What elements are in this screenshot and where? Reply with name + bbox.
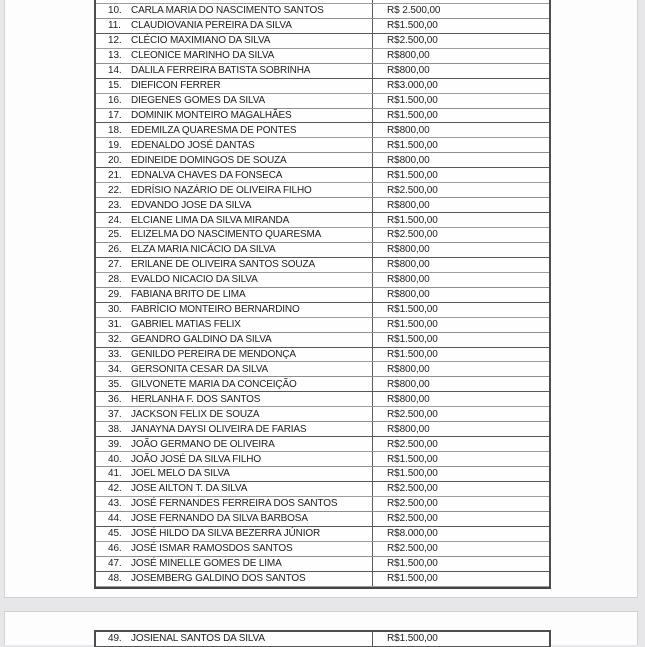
amount-value: R$800,00 (372, 288, 549, 302)
row-number: 11. (108, 20, 121, 32)
table-row (96, 79, 549, 94)
row-number: 40. (108, 453, 122, 465)
name-cell (96, 138, 372, 152)
name-cell (96, 34, 372, 48)
amount-value: R$1.500,00 (372, 557, 549, 571)
row-number: 23. (108, 199, 122, 211)
amount-value: R$2.500,00 (372, 542, 549, 556)
amount-value: R$2.500,00 (372, 407, 549, 421)
name-cell (96, 632, 372, 646)
row-number: 24. (108, 214, 122, 226)
amount-value: R$1.500,00 (372, 333, 549, 347)
row-number: 19. (108, 139, 122, 151)
table-row (96, 333, 549, 348)
table-row (96, 542, 549, 557)
row-number: 33. (108, 348, 122, 360)
row-number: 16. (108, 95, 122, 107)
table-row (96, 228, 549, 243)
name-cell (96, 183, 372, 197)
name-cell (96, 497, 372, 511)
row-number: 46. (108, 543, 122, 555)
beneficiary-name: JOSE AILTON T. DA SILVA (131, 483, 248, 495)
table-row (96, 557, 549, 572)
name-cell (96, 198, 372, 212)
table-row (96, 153, 549, 168)
amount-value: R$8.000,00 (372, 527, 549, 541)
name-cell (96, 109, 372, 123)
table-row (96, 392, 549, 407)
table-row (96, 437, 549, 452)
amount-value: R$800,00 (372, 392, 549, 406)
name-cell (96, 153, 372, 167)
name-cell (96, 407, 372, 421)
beneficiary-name: ELIZELMA DO NASCIMENTO QUARESMA (131, 229, 322, 241)
beneficiary-name: EDEMILZA QUARESMA DE PONTES (131, 124, 297, 136)
name-cell (96, 49, 372, 63)
table-row (96, 258, 549, 273)
table-row (96, 407, 549, 422)
name-cell (96, 362, 372, 376)
amount-value: R$800,00 (372, 49, 549, 63)
amount-value: R$800,00 (372, 362, 549, 376)
beneficiary-name: GABRIEL MATIAS FELIX (131, 319, 241, 331)
row-number: 37. (108, 408, 122, 420)
beneficiary-name: JOSE FERNANDO DA SILVA BARBOSA (131, 513, 308, 525)
row-number: 10. (108, 5, 122, 17)
name-cell (96, 467, 372, 481)
beneficiary-name (131, 0, 269, 1)
table-row (96, 303, 549, 318)
amount-value: R$1.500,00 (372, 318, 549, 332)
amount-value: R$800,00 (372, 258, 549, 272)
table-row (96, 94, 549, 109)
beneficiary-name: DIEFICON FERRER (131, 80, 221, 92)
beneficiary-name: EDRÍSIO NAZÁRIO DE OLIVEIRA FILHO (131, 184, 312, 196)
name-cell (96, 482, 372, 496)
beneficiary-name: ELZA MARIA NICÁCIO DA SILVA (131, 244, 276, 256)
row-number: 31. (108, 319, 122, 331)
row-number: 26. (108, 244, 122, 256)
name-cell (96, 542, 372, 556)
table-row (96, 318, 549, 333)
beneficiary-name: GERSONITA CESAR DA SILVA (131, 363, 268, 375)
beneficiary-name: JOÃO GERMANO DE OLIVEIRA (131, 438, 275, 450)
beneficiary-name: JOSÉ HILDO DA SILVA BEZERRA JÚNIOR (131, 528, 321, 540)
payment-table (94, 0, 551, 589)
beneficiary-name: DALILA FERREIRA BATISTA SOBRINHA (131, 65, 311, 77)
table-row (96, 422, 549, 437)
beneficiary-name: EDINEIDE DOMINGOS DE SOUZA (131, 154, 287, 166)
beneficiary-name: JOSEMBERG GALDINO DOS SANTOS (131, 573, 306, 585)
table-row (96, 4, 549, 19)
name-cell (96, 0, 372, 3)
beneficiary-name: JOSÉ ISMAR RAMOSDOS SANTOS (131, 543, 293, 555)
amount-value: R$1.500,00 (372, 572, 549, 586)
table-row (96, 109, 549, 124)
beneficiary-name: JOSIENAL SANTOS DA SILVA (131, 633, 265, 645)
beneficiary-name: EDENALDO JOSÉ DANTAS (131, 139, 255, 151)
row-number: 12. (108, 35, 122, 47)
payment-table-page2 (94, 630, 551, 647)
amount-value (372, 0, 549, 3)
amount-value: R$1.500,00 (372, 213, 549, 227)
name-cell (96, 572, 372, 586)
row-number: 32. (108, 334, 122, 346)
table-row (96, 348, 549, 363)
amount-value: R$2.500,00 (372, 512, 549, 526)
table-row (96, 362, 549, 377)
row-number: 45. (108, 528, 122, 540)
name-cell (96, 303, 372, 317)
row-number: 29. (108, 289, 122, 301)
row-number: 35. (108, 378, 122, 390)
beneficiary-name: EDVANDO JOSE DA SILVA (131, 199, 252, 211)
table-row (96, 34, 549, 49)
row-number: 17. (108, 109, 122, 121)
name-cell (96, 512, 372, 526)
beneficiary-name: CLEONICE MARINHO DA SILVA (131, 50, 275, 62)
beneficiary-name: FABRÍCIO MONTEIRO BERNARDINO (131, 304, 300, 316)
row-number: 48. (108, 573, 122, 585)
amount-value: R$800,00 (372, 273, 549, 287)
table-row (96, 273, 549, 288)
table-row (96, 183, 549, 198)
beneficiary-name: JOEL MELO DA SILVA (131, 468, 230, 480)
beneficiary-name: FABIANA BRITO DE LIMA (131, 289, 246, 301)
beneficiary-name: DIEGENES GOMES DA SILVA (131, 95, 265, 107)
amount-value: R$2.500,00 (372, 228, 549, 242)
row-number (108, 0, 131, 1)
row-number: 44. (108, 513, 122, 525)
amount-value: R$2.500,00 (372, 183, 549, 197)
table-row (96, 572, 549, 587)
name-cell (96, 123, 372, 137)
name-cell (96, 348, 372, 362)
amount-value: R$2.500,00 (372, 437, 549, 451)
name-cell (96, 437, 372, 451)
name-cell (96, 333, 372, 347)
table-row (96, 49, 549, 64)
table-row (96, 288, 549, 303)
amount-value: R$1.500,00 (372, 168, 549, 182)
amount-value: R$800,00 (372, 422, 549, 436)
beneficiary-name: JOSÉ FERNANDES FERREIRA DOS SANTOS (131, 498, 338, 510)
row-number: 36. (108, 393, 122, 405)
name-cell (96, 94, 372, 108)
amount-value: R$2.500,00 (372, 482, 549, 496)
beneficiary-name: JOÃO JOSÉ DA SILVA FILHO (131, 453, 261, 465)
table-row (96, 512, 549, 527)
amount-value: R$ 2.500,00 (372, 4, 549, 18)
name-cell (96, 4, 372, 18)
amount-value: R$800,00 (372, 243, 549, 257)
name-cell (96, 377, 372, 391)
name-cell (96, 288, 372, 302)
beneficiary-name: ELCIANE LIMA DA SILVA MIRANDA (131, 214, 290, 226)
name-cell (96, 318, 372, 332)
amount-value: R$800,00 (372, 198, 549, 212)
row-number: 30. (108, 304, 122, 316)
amount-value: R$800,00 (372, 377, 549, 391)
row-number: 38. (108, 423, 122, 435)
beneficiary-name: EDNALVA CHAVES DA FONSECA (131, 169, 283, 181)
row-number: 25. (108, 229, 122, 241)
page-2 (4, 611, 638, 645)
row-number: 14. (108, 65, 122, 77)
name-cell (96, 527, 372, 541)
table-row (96, 213, 549, 228)
amount-value: R$1.500,00 (372, 138, 549, 152)
name-cell (96, 258, 372, 272)
row-number: 18. (108, 124, 122, 136)
amount-value: R$1.500,00 (372, 19, 549, 33)
beneficiary-name: CARLA MARIA DO NASCIMENTO SANTOS (131, 5, 324, 17)
name-cell (96, 168, 372, 182)
amount-value: R$1.500,00 (372, 632, 549, 646)
amount-value: R$800,00 (372, 153, 549, 167)
beneficiary-name: GENILDO PEREIRA DE MENDONÇA (131, 348, 296, 360)
beneficiary-name: EVALDO NICACIO DA SILVA (131, 274, 258, 286)
row-number: 43. (108, 498, 122, 510)
table-row (96, 243, 549, 258)
amount-value: R$1.500,00 (372, 94, 549, 108)
amount-value: R$1.500,00 (372, 109, 549, 123)
table-row (96, 527, 549, 542)
table-row (96, 497, 549, 512)
name-cell (96, 228, 372, 242)
beneficiary-name: DOMINIK MONTEIRO MAGALHÃES (131, 109, 292, 121)
table-row (96, 19, 549, 34)
row-number: 49. (108, 633, 122, 645)
row-number: 27. (108, 259, 122, 271)
table-row (96, 168, 549, 183)
name-cell (96, 452, 372, 466)
name-cell (96, 243, 372, 257)
amount-value: R$800,00 (372, 64, 549, 78)
row-number: 20. (108, 154, 122, 166)
table-row (96, 198, 549, 213)
beneficiary-name: JACKSON FELIX DE SOUZA (131, 408, 260, 420)
beneficiary-name: HERLANHA F. DOS SANTOS (131, 393, 261, 405)
row-number: 39. (108, 438, 122, 450)
amount-value: R$1.500,00 (372, 303, 549, 317)
beneficiary-name: JANAYNA DAYSI OLIVEIRA DE FARIAS (131, 423, 307, 435)
beneficiary-name: CLAUDIOVANIA PEREIRA DA SILVA (131, 20, 292, 32)
table-row (96, 138, 549, 153)
name-cell (96, 422, 372, 436)
name-cell (96, 557, 372, 571)
beneficiary-name: GEANDRO GALDINO DA SILVA (131, 334, 272, 346)
page-1 (4, 0, 638, 598)
name-cell (96, 64, 372, 78)
table-row (96, 452, 549, 467)
name-cell (96, 273, 372, 287)
row-number: 47. (108, 558, 122, 570)
amount-value: R$1.500,00 (372, 467, 549, 481)
amount-value: R$800,00 (372, 123, 549, 137)
beneficiary-name: JOSÉ MINELLE GOMES DE LIMA (131, 558, 282, 570)
beneficiary-name: CLÉCIO MAXIMIANO DA SILVA (131, 35, 271, 47)
row-number: 13. (108, 50, 122, 62)
row-number: 34. (108, 363, 122, 375)
beneficiary-name: ERILANE DE OLIVEIRA SANTOS SOUZA (131, 259, 315, 271)
row-number: 21. (108, 169, 122, 181)
row-number: 15. (108, 80, 122, 92)
table-row (96, 377, 549, 392)
table-row (96, 482, 549, 497)
row-number: 28. (108, 274, 122, 286)
name-cell (96, 19, 372, 33)
table-row (96, 632, 549, 647)
row-number: 42. (108, 483, 122, 495)
table-row (96, 467, 549, 482)
amount-value: R$1.500,00 (372, 452, 549, 466)
table-row (96, 64, 549, 79)
amount-value: R$2.500,00 (372, 34, 549, 48)
name-cell (96, 213, 372, 227)
amount-value: R$2.500,00 (372, 497, 549, 511)
amount-value: R$3.000,00 (372, 79, 549, 93)
amount-value: R$1.500,00 (372, 348, 549, 362)
table-row (96, 123, 549, 138)
name-cell (96, 79, 372, 93)
row-number: 41. (108, 468, 122, 480)
row-number: 22. (108, 184, 122, 196)
beneficiary-name: GILVONETE MARIA DA CONCEIÇÃO (131, 378, 297, 390)
name-cell (96, 392, 372, 406)
